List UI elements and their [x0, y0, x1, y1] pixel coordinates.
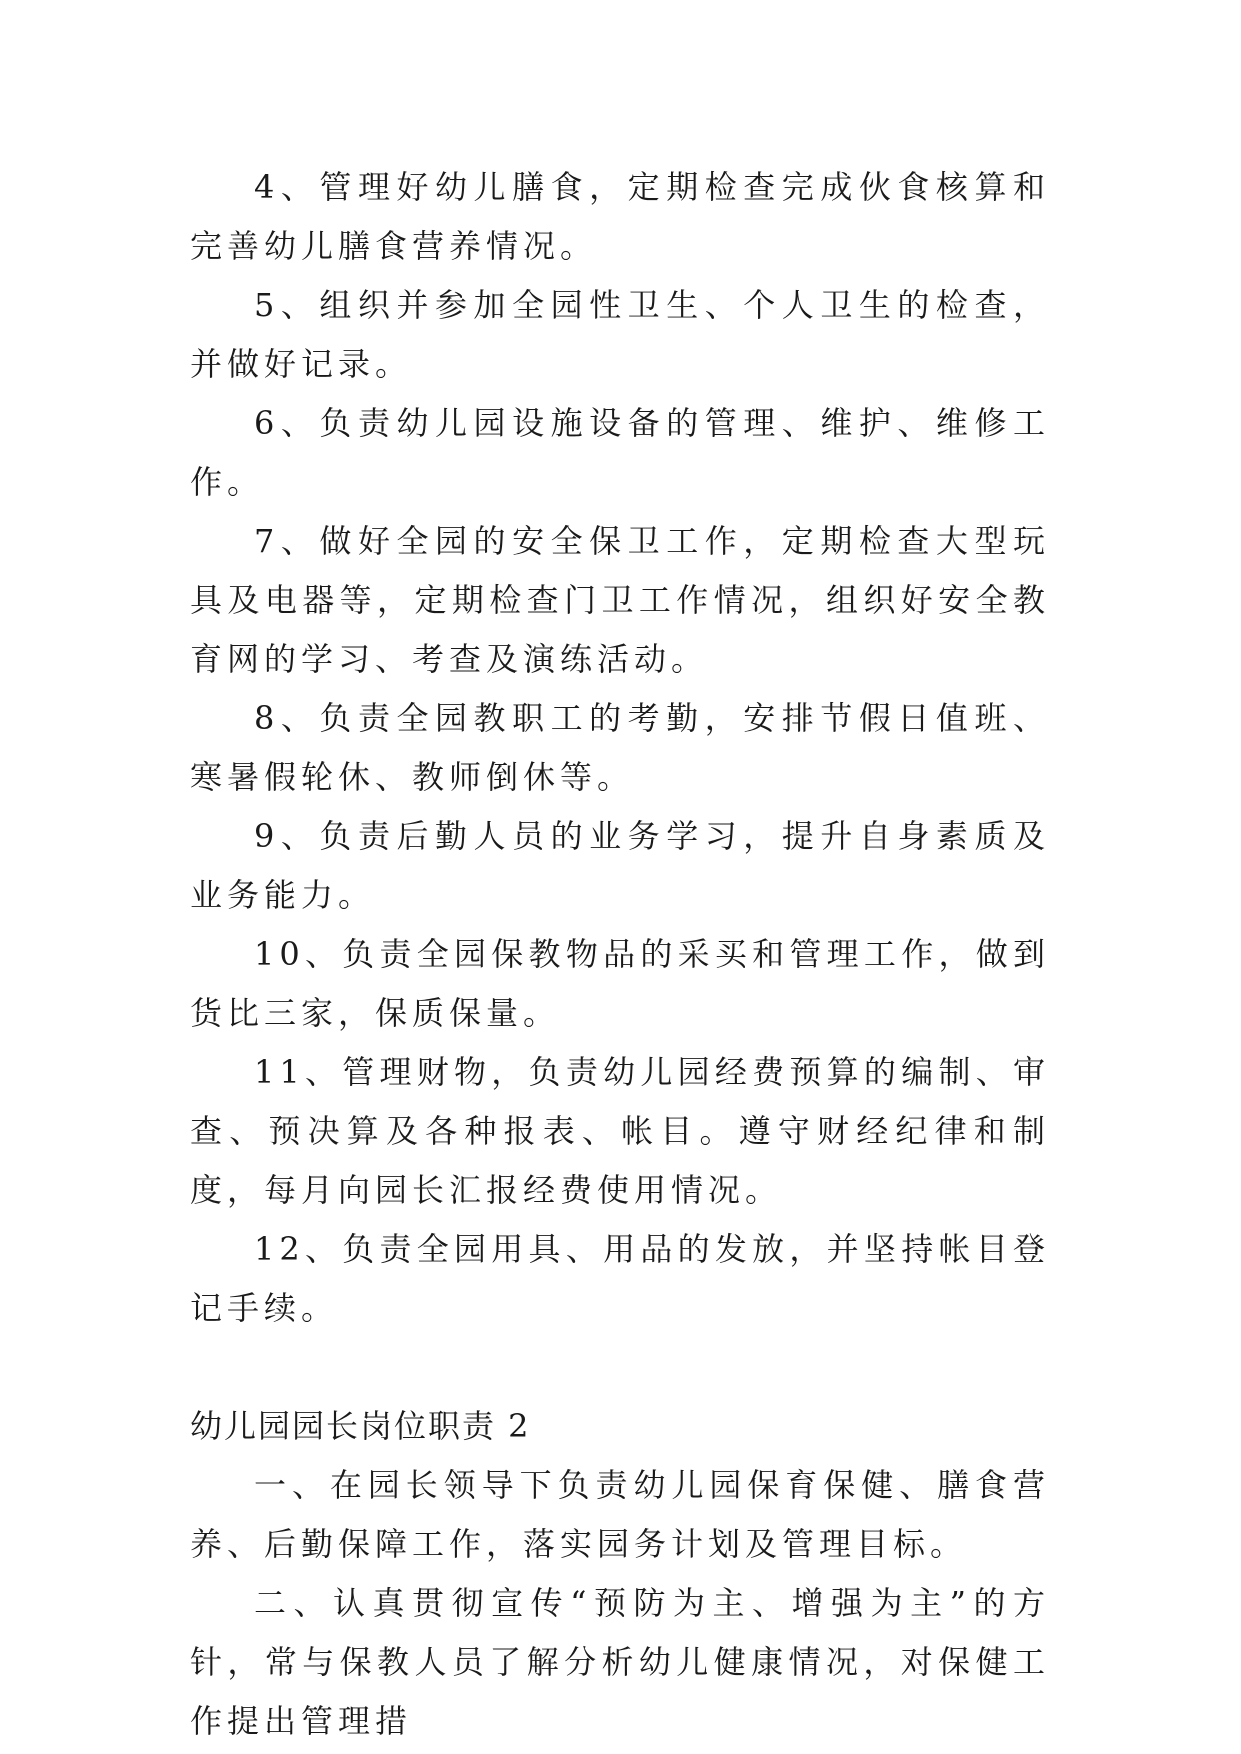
document-body: [190, 158, 1050, 1751]
duty-item-7: 7、做好全园的安全保卫工作，定期检查大型玩具及电器等，定期检查门卫工作情况，组织好安全教育网的学习、考查及演练活动。: [190, 522, 1050, 678]
section2-item-1: 一、在园长领导下负责幼儿园保育保健、膳食营养、后勤保障工作，落实园务计划及管理目标。: [190, 1466, 1050, 1563]
section2-item-2: 二、认真贯彻宣传“预防为主、增强为主”的方针，常与保教人员了解分析幼儿健康情况，对保健工作提出管理措: [190, 1584, 1050, 1740]
duty-item-12: 12、负责全园用具、用品的发放，并坚持帐目登记手续。: [190, 1230, 1050, 1327]
duty-item-9: 9、负责后勤人员的业务学习，提升自身素质及业务能力。: [190, 817, 1050, 914]
section-title: 幼儿园园长岗位职责 2: [190, 1407, 531, 1445]
duty-item-10: 10、负责全园保教物品的采买和管理工作，做到货比三家，保质保量。: [190, 935, 1050, 1032]
duty-item-8: 8、负责全园教职工的考勤，安排节假日值班、寒暑假轮休、教师倒休等。: [190, 699, 1050, 796]
duty-item-5: 5、组织并参加全园性卫生、个人卫生的检查，并做好记录。: [190, 286, 1050, 383]
duty-item-4: 4、管理好幼儿膳食，定期检查完成伙食核算和完善幼儿膳食营养情况。: [190, 168, 1050, 265]
duty-item-6: 6、负责幼儿园设施设备的管理、维护、维修工作。: [190, 404, 1050, 501]
duty-item-11: 11、管理财物，负责幼儿园经费预算的编制、审查、预决算及各种报表、帐目。遵守财经纪律和制度，每月向园长汇报经费使用情况。: [190, 1053, 1050, 1209]
